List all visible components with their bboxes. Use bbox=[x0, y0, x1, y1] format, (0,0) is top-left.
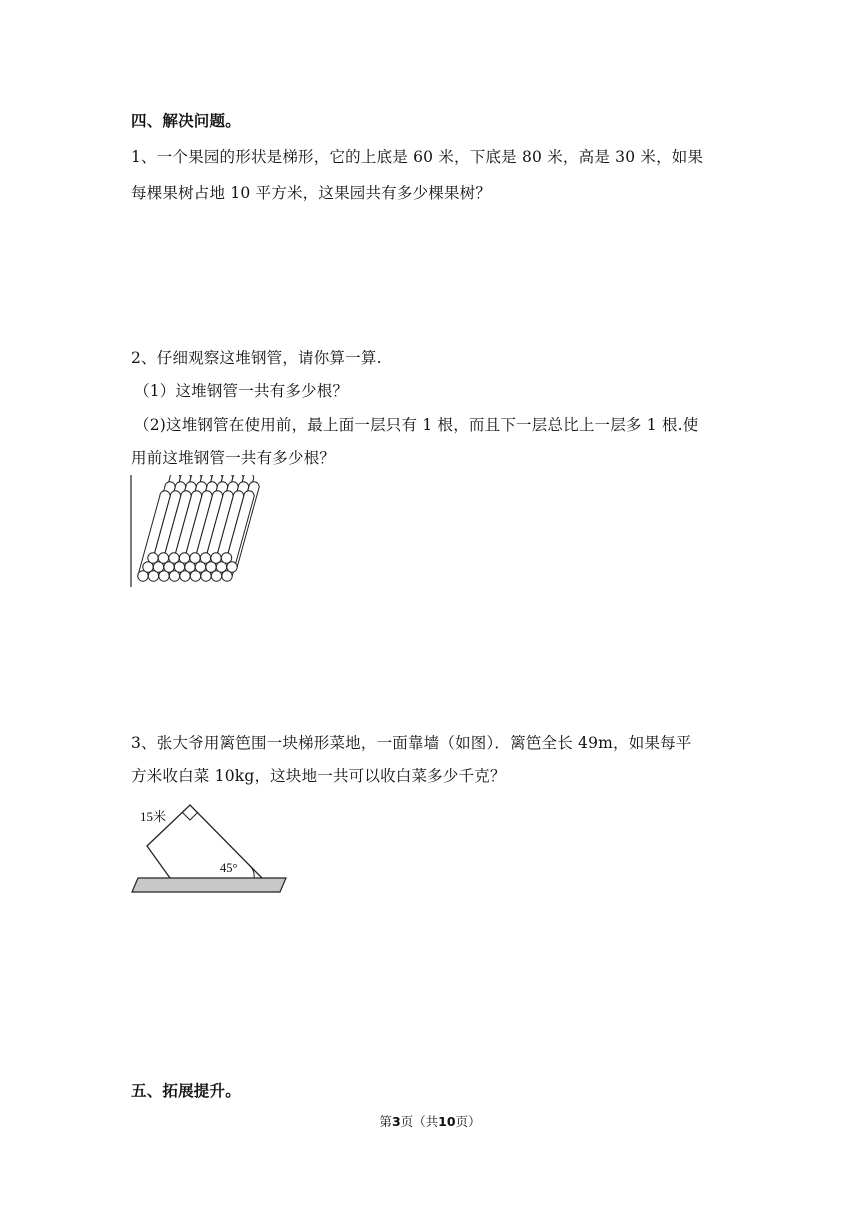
right-angle-marker bbox=[182, 812, 198, 820]
section-5-heading: 五、拓展提升。 bbox=[131, 1082, 241, 1100]
pipe-end bbox=[200, 553, 210, 563]
footer-suffix: 页） bbox=[455, 1114, 481, 1129]
question-2-part-2-line-2: 用前这堆钢管一共有多少根？ bbox=[131, 449, 336, 467]
footer-page-number: 3 bbox=[391, 1114, 401, 1129]
question-2-line-1: 2、仔细观察这堆钢管，请你算一算. bbox=[131, 349, 382, 367]
pipe-end bbox=[158, 553, 168, 563]
angle-label: 45° bbox=[220, 861, 238, 875]
question-3-line-2: 方米收白菜 10kg，这块地一共可以收白菜多少千克？ bbox=[131, 767, 506, 785]
footer-middle: 页（共 bbox=[400, 1114, 439, 1129]
question-2-part-2-line-1: （2)这堆钢管在使用前，最上面一层只有 1 根，而且下一层总比上一层多 1 根.使 bbox=[134, 416, 699, 434]
side-length-label: 15米 bbox=[140, 809, 167, 824]
section-4-heading: 四、解决问题。 bbox=[131, 112, 241, 130]
pipe-end bbox=[169, 553, 179, 563]
trapezoid-field-figure bbox=[130, 800, 290, 895]
wall-bar bbox=[132, 878, 286, 892]
question-1-line-2: 每棵果树占地 10 平方米，这果园共有多少棵果树？ bbox=[131, 184, 492, 202]
question-3-line-1: 3、张大爷用篱笆围一块梯形菜地，一面靠墙（如图）．篱笆全长 49m，如果每平 bbox=[131, 734, 692, 752]
footer-total-pages: 10 bbox=[438, 1114, 456, 1129]
question-1-line-1: 1、一个果园的形状是梯形，它的上底是 60 米，下底是 80 米，高是 30 米，如果 bbox=[131, 148, 704, 166]
pipe-end bbox=[148, 553, 158, 563]
pipe-end bbox=[211, 553, 221, 563]
page-footer bbox=[0, 1112, 860, 1130]
footer-prefix: 第 bbox=[379, 1114, 392, 1129]
pipe-end bbox=[179, 553, 189, 563]
question-2-part-1: （1）这堆钢管一共有多少根？ bbox=[134, 382, 349, 400]
steel-pipe-stack-figure bbox=[130, 475, 280, 590]
pipe-end bbox=[221, 553, 231, 563]
pipe-end bbox=[190, 553, 200, 563]
angle-arc bbox=[250, 866, 254, 878]
